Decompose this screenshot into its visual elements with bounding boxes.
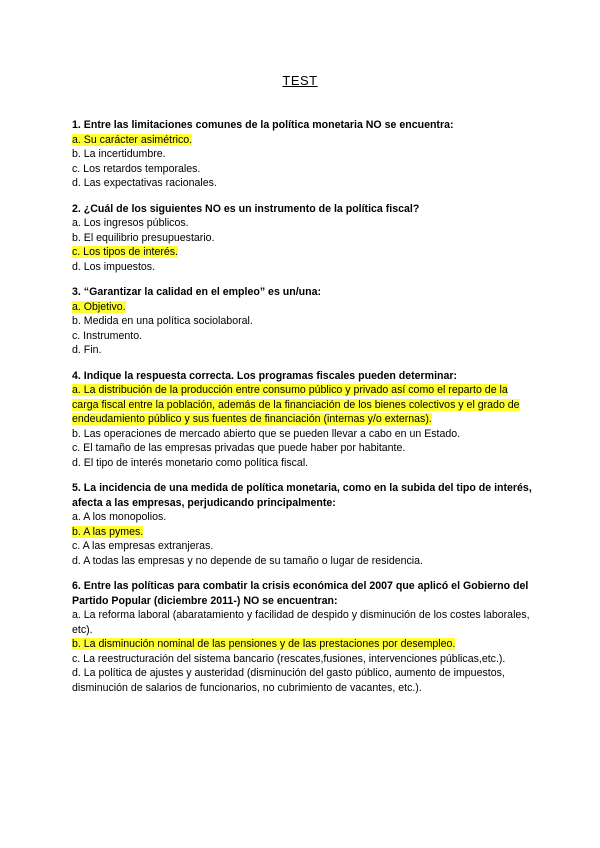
option-c: c. La reestructuración del sistema bancario (rescates,fusiones, intervenciones públicas,etc.). bbox=[72, 652, 506, 665]
question-text: 2. ¿Cuál de los siguientes NO es un instrumento de la política fiscal? bbox=[72, 202, 420, 215]
highlighted-answer: b. A las pymes. bbox=[72, 525, 144, 538]
option-c bbox=[72, 245, 532, 260]
question-3 bbox=[72, 285, 532, 358]
question-1 bbox=[72, 118, 532, 191]
question-2 bbox=[72, 202, 532, 275]
option-a: a. A los monopolios. bbox=[72, 511, 167, 523]
highlighted-answer: b. La disminución nominal de las pensiones y de las prestaciones por desempleo. bbox=[72, 638, 456, 650]
option-d: d. Fin. bbox=[72, 344, 102, 356]
option-d: d. El tipo de interés monetario como política fiscal. bbox=[72, 456, 309, 469]
question-text: 6. Entre las políticas para combatir la crisis económica del 2007 que aplicó el Gobierno del Partido Popular (diciembre 2011-) NO se encuentran: bbox=[72, 580, 529, 607]
option-a bbox=[72, 383, 532, 427]
question-text: 5. La incidencia de una medida de política monetaria, como en la subida del tipo de interés, afecta a las empresas, perjudicando principalmente: bbox=[72, 482, 532, 509]
option-d: d. La política de ajustes y austeridad (disminución del gasto público, aumento de impuestos, disminución de salarios de funcionarios, no cubrimiento de vacantes, etc.). bbox=[72, 667, 505, 694]
option-b: b. El equilibrio presupuestario. bbox=[72, 231, 215, 244]
option-d: d. Los impuestos. bbox=[72, 260, 156, 273]
option-b: b. Medida en una política sociolaboral. bbox=[72, 315, 253, 327]
question-text: 1. Entre las limitaciones comunes de la política monetaria NO se encuentra: bbox=[72, 119, 454, 131]
option-b: b. Las operaciones de mercado abierto que se pueden llevar a cabo en un Estado. bbox=[72, 427, 461, 440]
question-list bbox=[72, 118, 532, 706]
option-c: c. A las empresas extranjeras. bbox=[72, 540, 214, 552]
question-text: 3. “Garantizar la calidad en el empleo” es un/una: bbox=[72, 286, 322, 298]
option-b: b. La incertidumbre. bbox=[72, 148, 166, 160]
question-text: 4. Indique la respuesta correcta. Los programas fiscales pueden determinar: bbox=[72, 369, 458, 382]
option-c: c. Los retardos temporales. bbox=[72, 162, 201, 175]
highlighted-answer: a. La distribución de la producción entre consumo público y privado así como el reparto de la carga fiscal entre la población, además de la financiación de los bienes colectivos y el grado de endeudamiento público y sus fuentes de financiación (internas y/o externas). bbox=[72, 384, 520, 425]
question-5 bbox=[72, 481, 532, 568]
page-title: TEST bbox=[282, 73, 318, 88]
option-d: d. A todas las empresas y no depende de su tamaño o lugar de residencia. bbox=[72, 554, 424, 567]
highlighted-answer: a. Objetivo. bbox=[72, 300, 126, 313]
option-c: c. El tamaño de las empresas privadas que puede haber por habitante. bbox=[72, 442, 406, 454]
option-d: d. Las expectativas racionales. bbox=[72, 177, 217, 189]
option-a: a. La reforma laboral (abaratamiento y facilidad de despido y disminución de los costes laborales, etc). bbox=[72, 609, 530, 636]
option-b bbox=[72, 525, 532, 540]
option-a bbox=[72, 133, 532, 148]
option-a bbox=[72, 300, 532, 315]
question-6 bbox=[72, 579, 532, 695]
question-4 bbox=[72, 369, 532, 471]
option-c: c. Instrumento. bbox=[72, 329, 143, 342]
option-a: a. Los ingresos públicos. bbox=[72, 217, 189, 229]
highlighted-answer: c. Los tipos de interés. bbox=[72, 246, 178, 258]
highlighted-answer: a. Su carácter asimétrico. bbox=[72, 133, 193, 146]
option-b bbox=[72, 637, 532, 652]
